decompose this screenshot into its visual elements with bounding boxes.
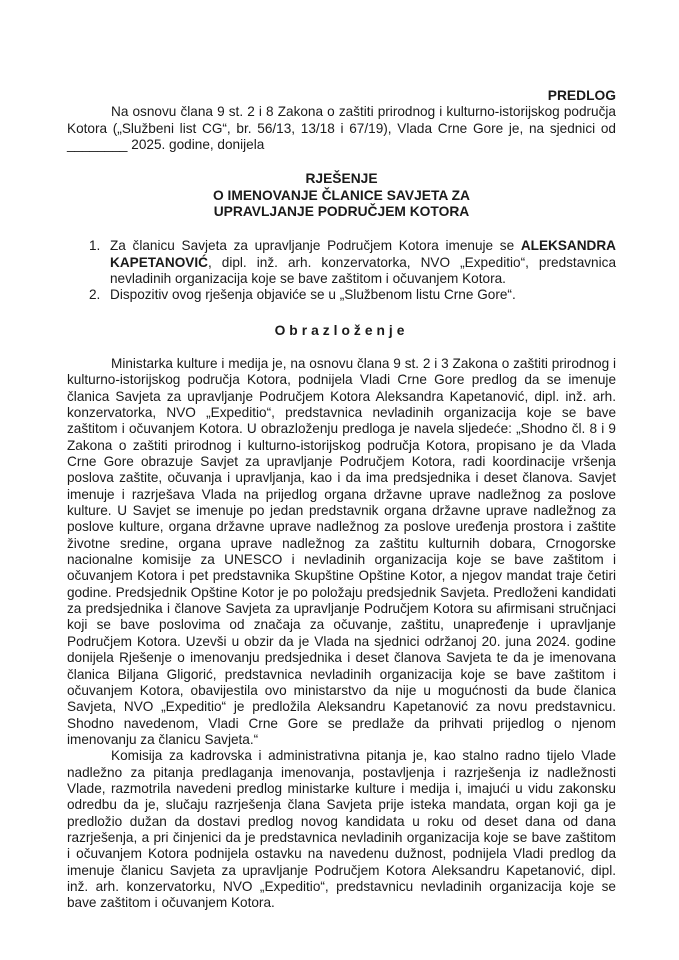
reasoning-heading: Obrazloženje: [274, 322, 409, 338]
reasoning-body: [67, 356, 616, 912]
item-text-before: Za članicu Savjeta za upravljanje Područjem Kotora imenuje se: [110, 238, 521, 254]
title-line-3: UPRAVLJANJE PODRUČJEM KOTORA: [213, 203, 470, 219]
draft-label: PREDLOG: [547, 88, 616, 103]
reasoning-paragraph-2: Komisija za kadrovska i administrativna pitanja je, kao stalno radno tijelo Vlade nadležno za pitanja predlaganja imenovanja, postavljenja i razrješenja iz nadležnosti Vlade, razmotrila navedeni predlog ministarke kulture i medija i, imajući u vidu zakonsku odredbu da je, slučaju razrješenja člana Savjeta prije isteka mandata, organ koji ga je predložio dužan da dostavi predlog novog kandidata u roku od deset dana od dana razrješenja, a pri činjenici da je predstavnica nevladinih organizacija koje se bave zaštitom i očuvanjem Kotora podnijela ostavku na navedenu dužnost, podnijela Vladi predlog da imenuje članicu Savjeta za upravljanje Područjem Kotora Aleksandru Kapetanović, dipl. inž. arh. konzervatorku, NVO „Expeditio“, predstavnicu nevladinih organizacija koje se bave zaštitom i očuvanjem Kotora.: [67, 748, 616, 911]
reasoning-paragraph-1: Ministarka kulture i medija je, na osnovu člana 9 st. 2 i 3 Zakona o zaštiti prirodnog i kulturno-istorijskog područja Kotora, podnijela Vladi Crne Gore predlog da se imenuje članica Savjeta za upravljanje Područjem Kotora Aleksandra Kapetanović, dipl. inž. arh. konzervatorka, NVO „Expeditio“, predstavnica nevladinih organizacija koje se bave zaštitom i očuvanjem Kotora. U obrazloženju predloga je navela sljedeće: „Shodno čl. 8 i 9 Zakona o zaštiti prirodnog i kulturno-istorijskog područja Kotora, propisano je da Vlada Crne Gore obrazuje Savjet za upravljanje Područjem Kotora, radi koordinacije vršenja poslova zaštite, očuvanja i upravljanja, kao i da ima predsjednika i deset članova. Savjet imenuje i razrješava Vlada na prijedlog organa državne uprave nadležnog za poslove kulture. U Savjet se imenuje po jedan predstavnik organa državne uprave nadležnog za poslove kulture, organa državne uprave nadležnog za poslove uređenja prostora i zaštite životne sredine, organa uprave nadležnog za zaštitu kulturnih dobara, Crnogorske nacionalne komisije za UNESCO i nevladinih organizacija koje se bave zaštitom i očuvanjem Kotora i pet predstavnika Skupštine Opštine Kotor, a njegov mandat traje četiri godine. Predsjednik Opštine Kotor je po položaju predsjednik Savjeta. Predloženi kandidati za predsjednika i članove Savjeta za upravljanje Područjem Kotora su afirmisani stručnjaci koji se bave poslovima od značaja za očuvanje, zaštitu, unapređenje i upravljanje Područjem Kotora. Uzevši u obzir da je Vlada na sjednici održanoj 20. juna 2024. godine donijela Rješenje o imenovanju predsjednika i deset članova Savjeta te da je imenovana članica Biljana Gligorić, predstavnica nevladinih organizacija koje se bave zaštitom i očuvanjem Kotora, obavijestila ovo ministarstvo da nije u mogućnosti da bude članica Savjeta, NVO „Expeditio“ je predložila Aleksandru Kapetanović za novu predstavnicu. Shodno navedenom, Vladi Crne Gore se predlaže da prihvati prijedlog o njenom imenovanju za članicu Savjeta.“: [67, 355, 616, 747]
document-page: [67, 88, 616, 912]
decision-item-2: [67, 287, 616, 303]
item-text-after: , dipl. inž. arh. konzervatorka, NVO „Expeditio“, predstavnica nevladinih organizacija koje se bave zaštitom i očuvanjem Kotora.: [110, 254, 616, 286]
item-text: Dispozitiv ovog rješenja objaviće se u „Službenom listu Crne Gore“.: [110, 287, 516, 303]
decision-items: [67, 238, 616, 303]
title-line-1: RJEŠENJE: [305, 171, 378, 187]
decision-title: [67, 171, 616, 220]
appointee-name: ALEKSANDRA KAPETANOVIĆ: [110, 238, 616, 270]
item-number: 2.: [89, 287, 101, 303]
decision-item-1: [67, 238, 616, 287]
preamble-paragraph: Na osnovu člana 9 st. 2 i 8 Zakona o zaštiti prirodnog i kulturno-istorijskog područja Kotora („Službeni list CG“, br. 56/13, 13/18 i 67/19), Vlada Crne Gore je, na sjednici od ________ 2025. godine, donijela: [67, 104, 616, 153]
title-line-2: O IMENOVANJE ČLANICE SAVJETA ZA: [212, 187, 471, 203]
item-number: 1.: [89, 238, 101, 254]
